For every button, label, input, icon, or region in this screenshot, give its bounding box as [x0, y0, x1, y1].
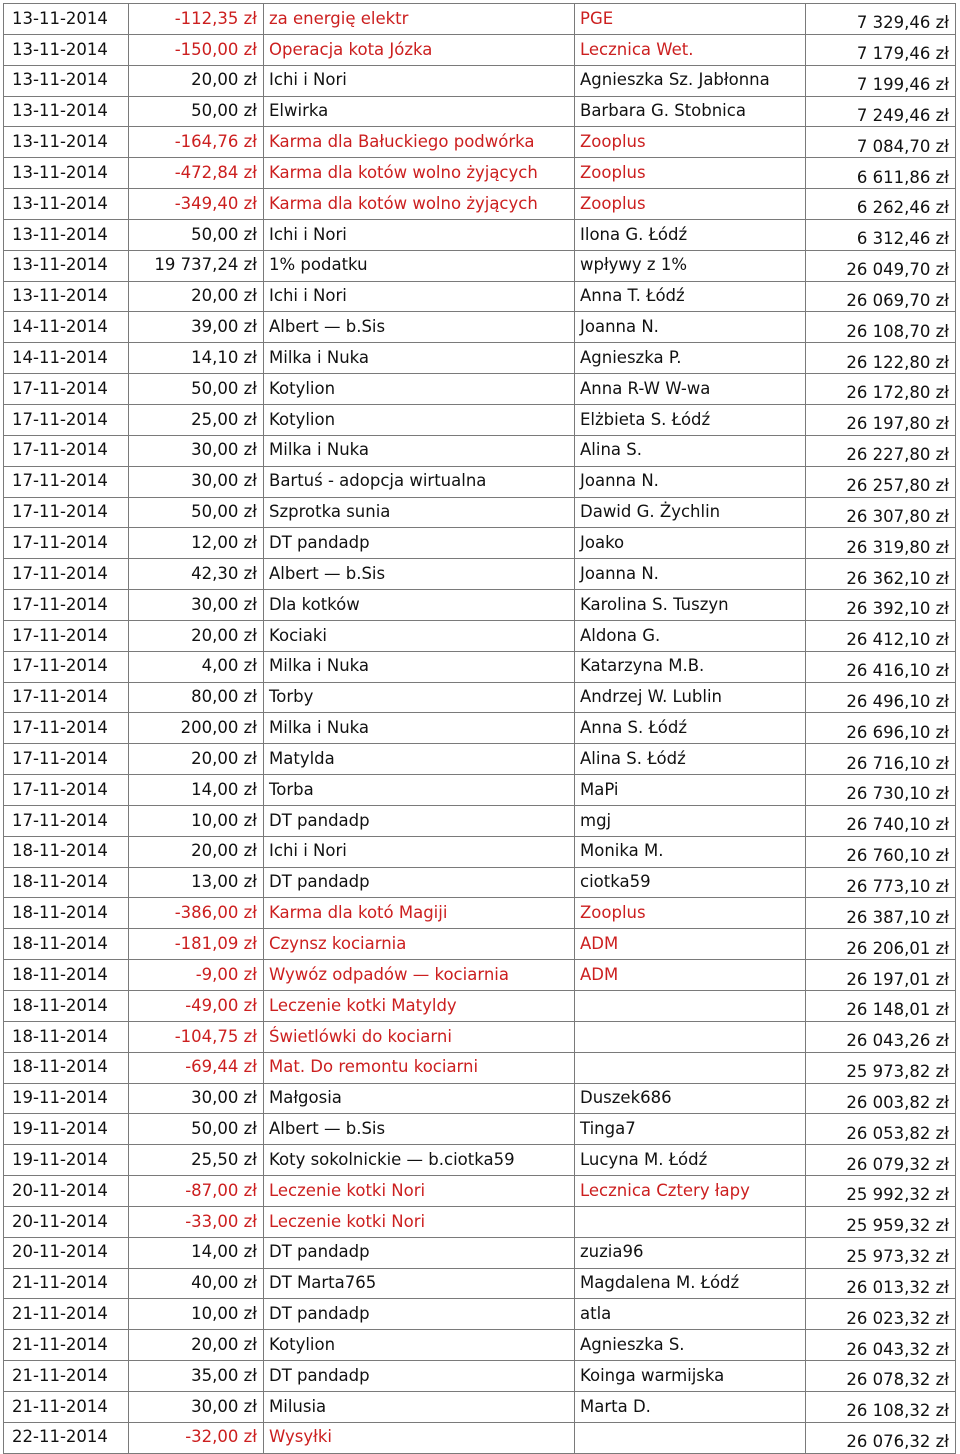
party-cell: Joako: [575, 528, 806, 559]
description-cell: Szprotka sunia: [264, 497, 575, 528]
amount-cell: 20,00 zł: [129, 744, 264, 775]
description-cell: Leczenie kotki Matyldy: [264, 991, 575, 1022]
table-row: [4, 374, 956, 405]
party-cell: Anna R-W W-wa: [575, 374, 806, 405]
table-row: [4, 867, 956, 898]
description-cell: Torba: [264, 775, 575, 806]
amount-cell: -87,00 zł: [129, 1176, 264, 1207]
balance-cell: 26 122,80 zł: [806, 343, 956, 374]
table-row: [4, 127, 956, 158]
date-cell: 17-11-2014: [4, 528, 129, 559]
table-row: [4, 651, 956, 682]
balance-cell: 26 003,82 zł: [806, 1083, 956, 1114]
balance-cell: 26 197,01 zł: [806, 960, 956, 991]
balance-cell: 6 262,46 zł: [806, 189, 956, 220]
date-cell: 18-11-2014: [4, 836, 129, 867]
description-cell: Albert — b.Sis: [264, 1114, 575, 1145]
date-cell: 21-11-2014: [4, 1361, 129, 1392]
balance-cell: 26 043,32 zł: [806, 1330, 956, 1361]
party-cell: Lecznica Cztery łapy: [575, 1176, 806, 1207]
amount-cell: 14,00 zł: [129, 775, 264, 806]
party-cell: Alina S.: [575, 435, 806, 466]
party-cell: Zooplus: [575, 898, 806, 929]
amount-cell: 30,00 zł: [129, 435, 264, 466]
party-cell: Agnieszka Sz. Jabłonna: [575, 65, 806, 96]
amount-cell: -112,35 zł: [129, 4, 264, 35]
party-cell: Agnieszka S.: [575, 1330, 806, 1361]
table-row: [4, 1083, 956, 1114]
table-row: [4, 250, 956, 281]
description-cell: Koty sokolnickie — b.ciotka59: [264, 1145, 575, 1176]
amount-cell: 10,00 zł: [129, 1299, 264, 1330]
date-cell: 18-11-2014: [4, 1021, 129, 1052]
balance-cell: 26 307,80 zł: [806, 497, 956, 528]
table-row: [4, 96, 956, 127]
balance-cell: 6 312,46 zł: [806, 219, 956, 250]
table-row: [4, 1422, 956, 1453]
amount-cell: 40,00 zł: [129, 1268, 264, 1299]
balance-cell: 26 076,32 zł: [806, 1422, 956, 1453]
balance-cell: 26 319,80 zł: [806, 528, 956, 559]
description-cell: Świetlówki do kociarni: [264, 1021, 575, 1052]
amount-cell: 19 737,24 zł: [129, 250, 264, 281]
amount-cell: 20,00 zł: [129, 620, 264, 651]
description-cell: Elwirka: [264, 96, 575, 127]
description-cell: Kotylion: [264, 1330, 575, 1361]
description-cell: DT pandadp: [264, 1361, 575, 1392]
description-cell: Ichi i Nori: [264, 836, 575, 867]
party-cell: Monika M.: [575, 836, 806, 867]
party-cell: Joanna N.: [575, 312, 806, 343]
party-cell: mgj: [575, 805, 806, 836]
party-cell: ciotka59: [575, 867, 806, 898]
party-cell: Lecznica Wet.: [575, 34, 806, 65]
party-cell: zuzia96: [575, 1237, 806, 1268]
amount-cell: -181,09 zł: [129, 929, 264, 960]
table-row: [4, 1052, 956, 1083]
table-row: [4, 34, 956, 65]
date-cell: 18-11-2014: [4, 991, 129, 1022]
balance-cell: 26 043,26 zł: [806, 1021, 956, 1052]
amount-cell: 50,00 zł: [129, 374, 264, 405]
description-cell: DT pandadp: [264, 528, 575, 559]
amount-cell: 50,00 zł: [129, 219, 264, 250]
description-cell: Karma dla Bałuckiego podwórka: [264, 127, 575, 158]
description-cell: DT pandadp: [264, 1299, 575, 1330]
table-row: [4, 744, 956, 775]
table-row: [4, 682, 956, 713]
table-row: [4, 620, 956, 651]
description-cell: Dla kotków: [264, 590, 575, 621]
amount-cell: 20,00 zł: [129, 65, 264, 96]
amount-cell: 20,00 zł: [129, 1330, 264, 1361]
balance-cell: 7 249,46 zł: [806, 96, 956, 127]
party-cell: PGE: [575, 4, 806, 35]
balance-cell: 26 079,32 zł: [806, 1145, 956, 1176]
date-cell: 21-11-2014: [4, 1391, 129, 1422]
party-cell: MaPi: [575, 775, 806, 806]
date-cell: 17-11-2014: [4, 713, 129, 744]
date-cell: 17-11-2014: [4, 559, 129, 590]
party-cell: Katarzyna M.B.: [575, 651, 806, 682]
table-row: [4, 929, 956, 960]
date-cell: 17-11-2014: [4, 775, 129, 806]
balance-cell: 26 148,01 zł: [806, 991, 956, 1022]
balance-cell: 26 730,10 zł: [806, 775, 956, 806]
amount-cell: 30,00 zł: [129, 1083, 264, 1114]
party-cell: [575, 991, 806, 1022]
description-cell: DT pandadp: [264, 1237, 575, 1268]
description-cell: Leczenie kotki Nori: [264, 1206, 575, 1237]
table-row: [4, 1330, 956, 1361]
table-row: [4, 836, 956, 867]
party-cell: Marta D.: [575, 1391, 806, 1422]
table-row: [4, 991, 956, 1022]
balance-cell: 26 108,70 zł: [806, 312, 956, 343]
table-row: [4, 1268, 956, 1299]
table-row: [4, 1114, 956, 1145]
balance-cell: 25 959,32 zł: [806, 1206, 956, 1237]
date-cell: 21-11-2014: [4, 1330, 129, 1361]
balance-cell: 26 013,32 zł: [806, 1268, 956, 1299]
party-cell: Elżbieta S. Łódź: [575, 404, 806, 435]
table-row: [4, 1145, 956, 1176]
description-cell: Milusia: [264, 1391, 575, 1422]
balance-cell: 26 760,10 zł: [806, 836, 956, 867]
date-cell: 17-11-2014: [4, 620, 129, 651]
date-cell: 20-11-2014: [4, 1176, 129, 1207]
amount-cell: -33,00 zł: [129, 1206, 264, 1237]
amount-cell: 39,00 zł: [129, 312, 264, 343]
date-cell: 19-11-2014: [4, 1145, 129, 1176]
table-row: [4, 281, 956, 312]
amount-cell: 25,00 zł: [129, 404, 264, 435]
balance-cell: 26 716,10 zł: [806, 744, 956, 775]
description-cell: Albert — b.Sis: [264, 312, 575, 343]
balance-cell: 26 172,80 zł: [806, 374, 956, 405]
description-cell: Ichi i Nori: [264, 219, 575, 250]
description-cell: Matylda: [264, 744, 575, 775]
amount-cell: 30,00 zł: [129, 466, 264, 497]
date-cell: 18-11-2014: [4, 960, 129, 991]
table-row: [4, 1391, 956, 1422]
party-cell: [575, 1422, 806, 1453]
party-cell: ADM: [575, 929, 806, 960]
amount-cell: 20,00 zł: [129, 836, 264, 867]
party-cell: Magdalena M. Łódź: [575, 1268, 806, 1299]
party-cell: wpływy z 1%: [575, 250, 806, 281]
date-cell: 20-11-2014: [4, 1237, 129, 1268]
balance-cell: 26 696,10 zł: [806, 713, 956, 744]
table-row: [4, 189, 956, 220]
date-cell: 18-11-2014: [4, 867, 129, 898]
table-row: [4, 343, 956, 374]
balance-cell: 25 992,32 zł: [806, 1176, 956, 1207]
table-row: [4, 312, 956, 343]
amount-cell: 50,00 zł: [129, 96, 264, 127]
description-cell: Milka i Nuka: [264, 651, 575, 682]
table-row: [4, 158, 956, 189]
description-cell: Operacja kota Józka: [264, 34, 575, 65]
party-cell: Alina S. Łódź: [575, 744, 806, 775]
amount-cell: 30,00 zł: [129, 1391, 264, 1422]
balance-cell: 26 392,10 zł: [806, 590, 956, 621]
balance-cell: 26 108,32 zł: [806, 1391, 956, 1422]
table-row: [4, 1176, 956, 1207]
party-cell: Dawid G. Żychlin: [575, 497, 806, 528]
date-cell: 14-11-2014: [4, 343, 129, 374]
description-cell: Wywóz odpadów — kociarnia: [264, 960, 575, 991]
description-cell: Kociaki: [264, 620, 575, 651]
date-cell: 17-11-2014: [4, 466, 129, 497]
description-cell: Albert — b.Sis: [264, 559, 575, 590]
table-row: [4, 404, 956, 435]
party-cell: Zooplus: [575, 158, 806, 189]
party-cell: Aldona G.: [575, 620, 806, 651]
date-cell: 17-11-2014: [4, 497, 129, 528]
party-cell: Barbara G. Stobnica: [575, 96, 806, 127]
amount-cell: 4,00 zł: [129, 651, 264, 682]
date-cell: 21-11-2014: [4, 1299, 129, 1330]
amount-cell: 14,10 zł: [129, 343, 264, 374]
amount-cell: -386,00 zł: [129, 898, 264, 929]
description-cell: Mat. Do remontu kociarni: [264, 1052, 575, 1083]
date-cell: 19-11-2014: [4, 1114, 129, 1145]
amount-cell: 200,00 zł: [129, 713, 264, 744]
date-cell: 13-11-2014: [4, 34, 129, 65]
table-row: [4, 775, 956, 806]
date-cell: 17-11-2014: [4, 651, 129, 682]
party-cell: Andrzej W. Lublin: [575, 682, 806, 713]
balance-cell: 7 179,46 zł: [806, 34, 956, 65]
balance-cell: 26 496,10 zł: [806, 682, 956, 713]
amount-cell: -349,40 zł: [129, 189, 264, 220]
party-cell: Joanna N.: [575, 466, 806, 497]
party-cell: [575, 1021, 806, 1052]
table-row: [4, 1299, 956, 1330]
balance-cell: 26 412,10 zł: [806, 620, 956, 651]
date-cell: 17-11-2014: [4, 404, 129, 435]
balance-cell: 26 227,80 zł: [806, 435, 956, 466]
balance-cell: 7 084,70 zł: [806, 127, 956, 158]
balance-cell: 26 740,10 zł: [806, 805, 956, 836]
amount-cell: 13,00 zł: [129, 867, 264, 898]
amount-cell: -49,00 zł: [129, 991, 264, 1022]
description-cell: Małgosia: [264, 1083, 575, 1114]
amount-cell: -150,00 zł: [129, 34, 264, 65]
table-row: [4, 497, 956, 528]
description-cell: Kotylion: [264, 374, 575, 405]
amount-cell: 25,50 zł: [129, 1145, 264, 1176]
party-cell: Zooplus: [575, 189, 806, 220]
date-cell: 18-11-2014: [4, 929, 129, 960]
amount-cell: 50,00 zł: [129, 497, 264, 528]
table-row: [4, 1206, 956, 1237]
amount-cell: -9,00 zł: [129, 960, 264, 991]
description-cell: Ichi i Nori: [264, 281, 575, 312]
amount-cell: 80,00 zł: [129, 682, 264, 713]
party-cell: Zooplus: [575, 127, 806, 158]
description-cell: Ichi i Nori: [264, 65, 575, 96]
description-cell: Karma dla kotów wolno żyjących: [264, 158, 575, 189]
amount-cell: 12,00 zł: [129, 528, 264, 559]
party-cell: Tinga7: [575, 1114, 806, 1145]
balance-cell: 26 387,10 zł: [806, 898, 956, 929]
party-cell: Agnieszka P.: [575, 343, 806, 374]
balance-cell: 25 973,82 zł: [806, 1052, 956, 1083]
table-row: [4, 713, 956, 744]
amount-cell: 35,00 zł: [129, 1361, 264, 1392]
description-cell: DT pandadp: [264, 867, 575, 898]
party-cell: Lucyna M. Łódź: [575, 1145, 806, 1176]
amount-cell: 10,00 zł: [129, 805, 264, 836]
balance-cell: 26 197,80 zł: [806, 404, 956, 435]
balance-cell: 26 773,10 zł: [806, 867, 956, 898]
date-cell: 13-11-2014: [4, 65, 129, 96]
amount-cell: -32,00 zł: [129, 1422, 264, 1453]
party-cell: Karolina S. Tuszyn: [575, 590, 806, 621]
balance-cell: 7 329,46 zł: [806, 4, 956, 35]
date-cell: 22-11-2014: [4, 1422, 129, 1453]
amount-cell: 20,00 zł: [129, 281, 264, 312]
transactions-table-body: [4, 4, 956, 1454]
balance-cell: 26 362,10 zł: [806, 559, 956, 590]
date-cell: 13-11-2014: [4, 281, 129, 312]
balance-cell: 26 206,01 zł: [806, 929, 956, 960]
amount-cell: 50,00 zł: [129, 1114, 264, 1145]
description-cell: Bartuś - adopcja wirtualna: [264, 466, 575, 497]
balance-cell: 26 078,32 zł: [806, 1361, 956, 1392]
description-cell: Karma dla kotów wolno żyjących: [264, 189, 575, 220]
description-cell: Milka i Nuka: [264, 435, 575, 466]
date-cell: 13-11-2014: [4, 96, 129, 127]
date-cell: 17-11-2014: [4, 805, 129, 836]
balance-cell: 26 049,70 zł: [806, 250, 956, 281]
date-cell: 14-11-2014: [4, 312, 129, 343]
balance-cell: 26 257,80 zł: [806, 466, 956, 497]
transactions-table: [3, 3, 956, 1454]
date-cell: 17-11-2014: [4, 744, 129, 775]
balance-cell: 26 053,82 zł: [806, 1114, 956, 1145]
amount-cell: -69,44 zł: [129, 1052, 264, 1083]
date-cell: 19-11-2014: [4, 1083, 129, 1114]
date-cell: 13-11-2014: [4, 250, 129, 281]
description-cell: Kotylion: [264, 404, 575, 435]
amount-cell: 42,30 zł: [129, 559, 264, 590]
balance-cell: 25 973,32 zł: [806, 1237, 956, 1268]
table-row: [4, 466, 956, 497]
party-cell: Joanna N.: [575, 559, 806, 590]
date-cell: 13-11-2014: [4, 4, 129, 35]
table-row: [4, 590, 956, 621]
table-row: [4, 528, 956, 559]
table-row: [4, 65, 956, 96]
amount-cell: -104,75 zł: [129, 1021, 264, 1052]
amount-cell: 14,00 zł: [129, 1237, 264, 1268]
date-cell: 17-11-2014: [4, 374, 129, 405]
amount-cell: -164,76 zł: [129, 127, 264, 158]
balance-cell: 7 199,46 zł: [806, 65, 956, 96]
table-row: [4, 219, 956, 250]
table-row: [4, 1237, 956, 1268]
date-cell: 13-11-2014: [4, 127, 129, 158]
party-cell: Anna T. Łódź: [575, 281, 806, 312]
table-row: [4, 435, 956, 466]
amount-cell: 30,00 zł: [129, 590, 264, 621]
date-cell: 13-11-2014: [4, 158, 129, 189]
party-cell: ADM: [575, 960, 806, 991]
date-cell: 17-11-2014: [4, 682, 129, 713]
description-cell: Karma dla kotó Magiji: [264, 898, 575, 929]
description-cell: DT pandadp: [264, 805, 575, 836]
party-cell: Koinga warmijska: [575, 1361, 806, 1392]
party-cell: Ilona G. Łódź: [575, 219, 806, 250]
amount-cell: -472,84 zł: [129, 158, 264, 189]
date-cell: 13-11-2014: [4, 189, 129, 220]
balance-cell: 26 416,10 zł: [806, 651, 956, 682]
description-cell: Milka i Nuka: [264, 713, 575, 744]
balance-cell: 26 023,32 zł: [806, 1299, 956, 1330]
description-cell: DT Marta765: [264, 1268, 575, 1299]
description-cell: Milka i Nuka: [264, 343, 575, 374]
date-cell: 17-11-2014: [4, 590, 129, 621]
balance-cell: 26 069,70 zł: [806, 281, 956, 312]
table-row: [4, 960, 956, 991]
date-cell: 13-11-2014: [4, 219, 129, 250]
description-cell: za energię elektr: [264, 4, 575, 35]
balance-cell: 6 611,86 zł: [806, 158, 956, 189]
table-row: [4, 1021, 956, 1052]
party-cell: [575, 1206, 806, 1237]
date-cell: 17-11-2014: [4, 435, 129, 466]
description-cell: Torby: [264, 682, 575, 713]
description-cell: 1% podatku: [264, 250, 575, 281]
date-cell: 18-11-2014: [4, 1052, 129, 1083]
date-cell: 20-11-2014: [4, 1206, 129, 1237]
table-row: [4, 4, 956, 35]
description-cell: Czynsz kociarnia: [264, 929, 575, 960]
table-row: [4, 898, 956, 929]
party-cell: Duszek686: [575, 1083, 806, 1114]
party-cell: Anna S. Łódź: [575, 713, 806, 744]
party-cell: atla: [575, 1299, 806, 1330]
table-row: [4, 559, 956, 590]
table-row: [4, 805, 956, 836]
party-cell: [575, 1052, 806, 1083]
description-cell: Leczenie kotki Nori: [264, 1176, 575, 1207]
table-row: [4, 1361, 956, 1392]
date-cell: 18-11-2014: [4, 898, 129, 929]
date-cell: 21-11-2014: [4, 1268, 129, 1299]
description-cell: Wysyłki: [264, 1422, 575, 1453]
